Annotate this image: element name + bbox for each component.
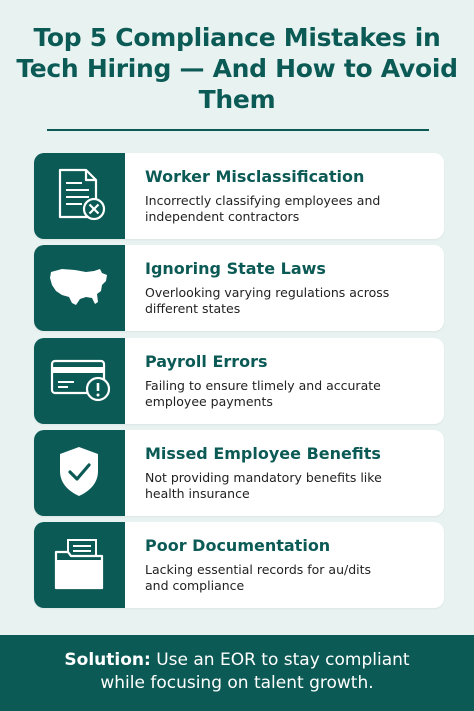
description-line: Overlooking varying regulations across [145, 285, 390, 300]
card-title: Worker Misclassification [145, 167, 365, 186]
mistake-card-payroll [34, 338, 444, 424]
description-line: different states [145, 301, 241, 316]
mistake-card-state-laws [34, 245, 444, 331]
card-title: Missed Employee Benefits [145, 444, 381, 463]
usa-map-icon [34, 245, 125, 331]
description-line: Not providing mandatory benefits like [145, 470, 382, 485]
card-description [145, 193, 435, 225]
title-line-2: Tech Hiring — And How to Avoid [16, 54, 458, 83]
description-line: employee payments [145, 394, 273, 409]
solution-text: Use an EOR to stay compliant [150, 650, 410, 670]
title-line-3: Them [198, 85, 276, 114]
description-line: independent contractors [145, 209, 300, 224]
solution-line-2: while focusing on talent growth. [100, 673, 374, 693]
card-description [145, 562, 435, 594]
description-line: Failing to ensure tlimely and accurate [145, 378, 381, 393]
card-icon-panel [34, 338, 125, 424]
payment-card-alert-icon [34, 338, 125, 424]
mistake-card-misclassification [34, 153, 444, 239]
description-line: Lacking essential records for au/dits [145, 562, 372, 577]
mistake-card-benefits [34, 430, 444, 516]
card-title: Payroll Errors [145, 352, 268, 371]
card-title: Poor Documentation [145, 536, 331, 555]
page-title [0, 22, 474, 115]
title-divider [47, 129, 429, 131]
mistake-card-documentation [34, 522, 444, 608]
title-line-1: Top 5 Compliance Mistakes in [33, 23, 441, 52]
folder-documents-icon [34, 522, 125, 608]
card-description [145, 285, 435, 317]
card-icon-panel [34, 430, 125, 516]
description-line: health insurance [145, 486, 250, 501]
solution-label: Solution: [64, 650, 151, 670]
card-description [145, 378, 435, 410]
shield-check-icon [34, 430, 125, 516]
description-line: Incorrectly classifying employees and [145, 193, 381, 208]
description-line: and compliance [145, 578, 245, 593]
card-icon-panel [34, 153, 125, 239]
solution-banner [0, 635, 474, 711]
card-title: Ignoring State Laws [145, 259, 326, 278]
solution-line-1 [0, 649, 474, 672]
card-icon-panel [34, 245, 125, 331]
document-x-icon [34, 153, 125, 239]
card-description [145, 470, 435, 502]
card-icon-panel [34, 522, 125, 608]
